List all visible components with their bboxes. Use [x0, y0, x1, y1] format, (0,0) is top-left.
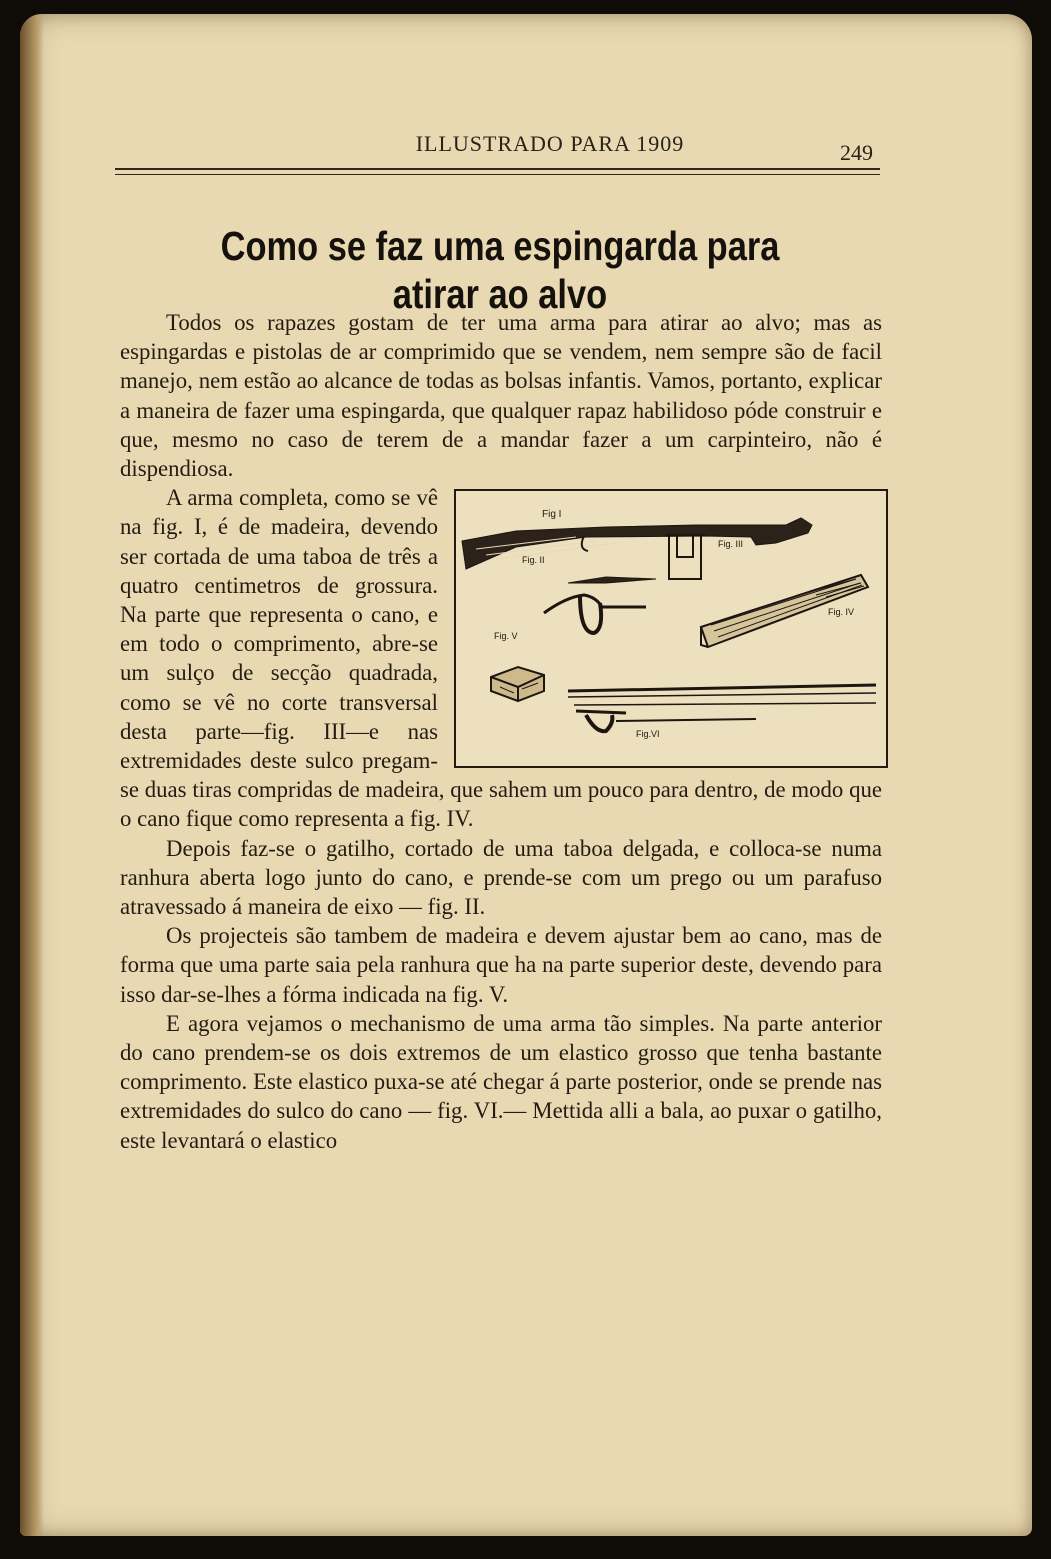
fig-6-label: Fig.VI [636, 729, 660, 740]
book-page [20, 14, 1032, 1536]
fig-3-label: Fig. III [718, 539, 744, 550]
header-rule [115, 168, 880, 175]
fig-1-gun-drawing [462, 518, 812, 569]
page-number: 249 [840, 140, 873, 165]
article-title: Como se faz uma espingarda para atirar ao alvo [220, 223, 780, 317]
paragraph-5: E agora vejamos o mechanismo de uma arma tão simples. Na parte anterior do cano prendem-se os dois extremos de um elastico grosso que tenha bastante comprimento. Este elastico puxa-se até chegar á parte posterior, onde se prende nas extremidades do sulco do cano — fig. VI.— Mettida alli a bala, ao puxar o gatilho, este levantará o elastico [120, 1010, 882, 1153]
fig-5-projectile-drawing [491, 667, 544, 701]
gun-illustration [454, 489, 888, 768]
paragraph-4: Os projecteis são tambem de madeira e devem ajustar bem ao cano, mas de forma que uma parte saia pela ranhura que ha na parte superior deste, devendo para isso dar-se-lhes a fórma indicada na fig. V. [120, 923, 882, 1007]
paragraph-2: A arma completa, como se vê na fig. I, é de madeira, devendo ser cortada de uma taboa de três a quatro centimetros de grossura. Na parte que representa o cano, e em todo o comprimento, abre-se um sulço de secção quadrada, como se vê no corte transversal desta parte—fig. III—e nas extremidades deste sulco pregam-se duas tiras compridas de madeira, que sahem um pouco para dentro, de modo que o cano fique como representa a fig. IV. [120, 485, 882, 832]
fig-1-label: Fig I [542, 509, 562, 521]
fig-3-cross-section [665, 535, 705, 579]
running-header: ILLUSTRADO PARA 1909 [415, 131, 685, 156]
fig-2-label: Fig. II [522, 555, 545, 566]
fig-4-label: Fig. IV [828, 607, 855, 618]
article-body [120, 308, 882, 1155]
paragraph-3: Depois faz-se o gatilho, cortado de uma taboa delgada, e colloca-se numa ranhura aberta logo junto do cano, e prende-se com um prego ou um parafuso atravessado á maneira de eixo — fig. II. [120, 835, 882, 920]
fig-5-label: Fig. V [494, 631, 518, 642]
gun-diagram-svg [456, 491, 886, 766]
paragraph-1: Todos os rapazes gostam de ter uma arma para atirar ao alvo; mas as espingardas e pistolas de ar comprimido que se vendem, nem sempre são de facil manejo, nem estão ao alcance de todas as bolsas infantis. Vamos, portanto, explicar a maneira de fazer uma espingarda, que qualquer rapaz habilidoso póde construir e que, mesmo no caso de terem de a mandar fazer a um carpinteiro, não é dispendiosa. [120, 310, 882, 482]
fig-6-elastic-drawing [568, 685, 876, 731]
fig-2-trigger-drawing [544, 577, 656, 633]
page-gutter-shadow [20, 14, 44, 1536]
